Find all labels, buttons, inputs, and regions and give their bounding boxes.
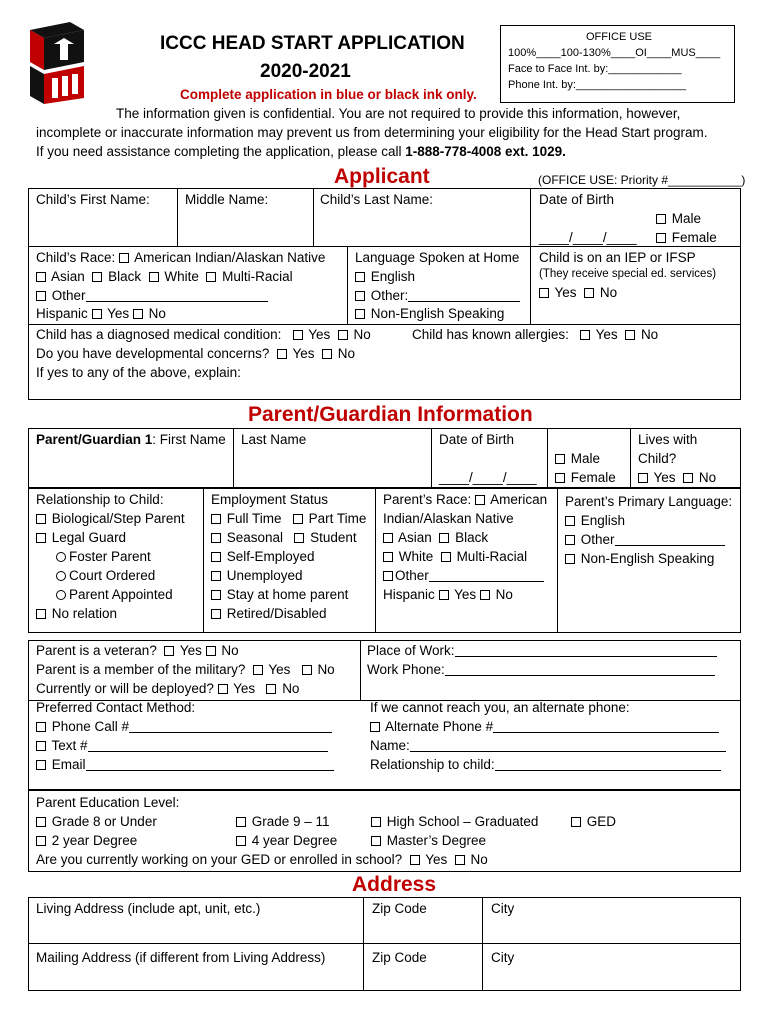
emp-self[interactable] (211, 550, 315, 564)
court-label: Court Ordered (69, 568, 156, 583)
grade9-label: Grade 9 – 11 (251, 814, 330, 829)
checkbox-icon[interactable] (164, 646, 174, 656)
checkbox-icon[interactable] (206, 272, 216, 282)
checkbox-icon[interactable] (355, 291, 365, 301)
male-label: Male (671, 211, 702, 226)
no-label: No (282, 681, 300, 696)
self-employed-label: Self-Employed (226, 549, 315, 564)
office-use-line2: Face to Face Int. by:____________ (508, 63, 682, 75)
parent-race-row-3 (383, 531, 488, 545)
parent-race-row-1 (383, 493, 547, 507)
female-label: Female (570, 470, 616, 485)
checkbox-icon[interactable] (371, 817, 381, 827)
checkbox-icon[interactable] (480, 590, 490, 600)
checkbox-icon[interactable] (584, 288, 594, 298)
yes-label: Yes (425, 852, 448, 867)
phone-call-label: Phone Call # (51, 719, 130, 734)
edu-ged[interactable] (571, 815, 616, 829)
child-race-row-2 (36, 270, 293, 284)
no-label: No (470, 852, 488, 867)
living-city-field[interactable]: City (491, 901, 515, 916)
checkbox-icon[interactable] (149, 272, 159, 282)
unemployed-label: Unemployed (226, 568, 303, 583)
hs-label: High School – Graduated (386, 814, 539, 829)
asian-label: Asian (51, 269, 85, 284)
email-label: Email (51, 757, 86, 772)
intro-line-1: The information given is confidential. You are not required to provide this information, however, (116, 106, 681, 121)
checkbox-icon[interactable] (355, 309, 365, 319)
yes-label: Yes (292, 346, 315, 361)
checkbox-icon[interactable] (92, 309, 102, 319)
full-time-label: Full Time (226, 511, 282, 526)
part-time-label: Part Time (308, 511, 367, 526)
alt-phone-label: Alternate Phone # (385, 719, 494, 734)
checkbox-icon[interactable] (565, 535, 575, 545)
grade8-label: Grade 8 or Under (51, 814, 157, 829)
no-label: No (353, 327, 371, 342)
block-logo-icon (26, 16, 92, 106)
checkbox-icon[interactable] (383, 552, 393, 562)
lang-other-label: Other: (370, 288, 409, 303)
edu-hs[interactable] (371, 815, 538, 829)
checkbox-icon[interactable] (266, 684, 276, 694)
yes-label: Yes (653, 470, 676, 485)
checkbox-icon[interactable] (439, 533, 449, 543)
child-dob-field[interactable]: ____/____/____ (539, 230, 637, 245)
checkbox-icon[interactable] (355, 272, 365, 282)
alt-name-label: Name: (370, 738, 410, 753)
black-label: Black (108, 269, 142, 284)
non-english-label: Non-English Speaking (370, 306, 505, 321)
legal-label: Legal Guard (51, 530, 127, 545)
checkbox-icon[interactable] (565, 554, 575, 564)
contact-text[interactable] (36, 739, 328, 753)
no-label: No (221, 643, 239, 658)
office-use-line1: 100%____100-130%____OI____MUS____ (508, 47, 721, 59)
emp-row-1 (211, 512, 366, 526)
primary-lang-other[interactable] (565, 533, 725, 547)
checkbox-icon[interactable] (383, 533, 393, 543)
edu-4year[interactable] (236, 834, 337, 848)
checkbox-icon[interactable] (119, 253, 129, 263)
checkbox-icon[interactable] (370, 722, 380, 732)
no-label: No (599, 285, 618, 300)
lives-with-label: Lives with (638, 432, 698, 447)
ged-question-row (36, 853, 488, 867)
alt-phone-field[interactable] (370, 720, 719, 734)
retired-label: Retired/Disabled (226, 606, 327, 621)
no-label: No (148, 306, 166, 321)
no-label: No (495, 587, 513, 602)
pg1-dob-field[interactable]: ____/____/____ (439, 470, 537, 485)
deployed-label: Currently or will be deployed? (36, 681, 214, 696)
foster-label: Foster Parent (69, 549, 151, 564)
checkbox-icon[interactable] (36, 722, 46, 732)
form-title: ICCC HEAD START APPLICATION (160, 33, 465, 54)
child-last-name-field[interactable]: Child’s Last Name: (320, 192, 434, 207)
primary-lang-non-english[interactable] (565, 552, 714, 566)
checkbox-icon[interactable] (371, 836, 381, 846)
checkbox-icon[interactable] (36, 609, 46, 619)
emp-retired[interactable] (211, 607, 327, 621)
pg1-dob-label: Date of Birth (439, 432, 515, 447)
checkbox-icon[interactable] (36, 836, 46, 846)
edu-masters[interactable] (371, 834, 486, 848)
checkbox-icon[interactable] (539, 288, 549, 298)
alt-name-field[interactable] (370, 739, 726, 753)
checkbox-icon[interactable] (683, 473, 693, 483)
yes-label: Yes (107, 306, 130, 321)
work-phone-field[interactable] (367, 663, 715, 677)
medical-label: Child has a diagnosed medical condition: (36, 327, 282, 342)
checkbox-icon[interactable] (302, 665, 312, 675)
intro-line-3 (36, 145, 566, 159)
checkbox-icon[interactable] (211, 571, 221, 581)
alt-relationship-field[interactable] (370, 758, 721, 772)
checkbox-icon[interactable] (475, 495, 485, 505)
parent-heading: Parent/Guardian Information (248, 403, 533, 426)
checkbox-icon[interactable] (218, 684, 228, 694)
veteran-row (36, 644, 239, 658)
alt-relationship-label: Relationship to child: (370, 757, 495, 772)
checkbox-icon[interactable] (211, 609, 221, 619)
checkbox-icon[interactable] (580, 330, 590, 340)
emp-stay-home[interactable] (211, 588, 348, 602)
checkbox-icon[interactable] (211, 514, 221, 524)
seasonal-label: Seasonal (226, 530, 284, 545)
rel-foster-option[interactable] (56, 550, 151, 564)
non-english-label: Non-English Speaking (580, 551, 715, 566)
mailing-address-field[interactable]: Mailing Address (if different from Living Address) (36, 950, 326, 965)
child-race-label: Child’s Race: (36, 250, 116, 265)
form-year: 2020-2021 (260, 61, 351, 82)
iep-options (539, 286, 617, 300)
pg1-label: Parent/Guardian 1 (36, 432, 153, 447)
child-male-option[interactable] (656, 212, 701, 226)
address-heading: Address (352, 873, 437, 896)
language-label: Language Spoken at Home (355, 250, 520, 265)
masters-label: Master’s Degree (386, 833, 487, 848)
explain-field[interactable]: If yes to any of the above, explain: (36, 365, 241, 380)
pg1-first-name-label: : First Name (152, 432, 226, 447)
ged-question-label: Are you currently working on your GED or enrolled in school? (36, 852, 403, 867)
contact-email[interactable] (36, 758, 334, 772)
race-ai-label: American Indian/Alaskan Native (134, 250, 326, 265)
rel-court-option[interactable] (56, 569, 155, 583)
no-label: No (640, 327, 659, 342)
checkbox-icon[interactable] (383, 571, 393, 581)
lives-with-options (638, 471, 716, 485)
logo (26, 16, 92, 106)
checkbox-icon[interactable] (293, 514, 303, 524)
pg1-male-option[interactable] (555, 452, 600, 466)
checkbox-icon[interactable] (36, 533, 46, 543)
checkbox-icon[interactable] (253, 665, 263, 675)
checkbox-icon[interactable] (236, 817, 246, 827)
employment-label: Employment Status (211, 492, 329, 507)
black-label: Black (455, 530, 489, 545)
living-zip-field[interactable]: Zip Code (372, 901, 427, 916)
checkbox-icon[interactable] (338, 330, 348, 340)
child-race-other[interactable] (36, 289, 268, 303)
work-phone-label: Work Phone: (367, 662, 445, 677)
checkbox-icon[interactable] (36, 272, 46, 282)
yes-label: Yes (179, 643, 202, 658)
multi-label: Multi-Racial (222, 269, 293, 284)
help-phone: 1-888-778-4008 ext. 1029. (405, 144, 566, 159)
pg1-first-name-field[interactable] (36, 433, 226, 447)
appointed-label: Parent Appointed (69, 587, 173, 602)
place-of-work-field[interactable] (367, 644, 717, 658)
checkbox-icon[interactable] (322, 349, 332, 359)
primary-lang-english[interactable] (565, 514, 625, 528)
checkbox-icon[interactable] (211, 590, 221, 600)
yes-label: Yes (595, 327, 618, 342)
other-label: Other (395, 568, 429, 583)
checkbox-icon[interactable] (625, 330, 635, 340)
checkbox-icon[interactable] (92, 272, 102, 282)
office-use-line3: Phone Int. by:__________________ (508, 79, 686, 91)
checkbox-icon[interactable] (211, 552, 221, 562)
checkbox-icon[interactable] (293, 330, 303, 340)
language-other[interactable] (355, 289, 520, 303)
edu-grade8[interactable] (36, 815, 157, 829)
military-label: Parent is a member of the military? (36, 662, 246, 677)
edu-grade9[interactable] (236, 815, 330, 829)
checkbox-icon[interactable] (565, 516, 575, 526)
lang-other-label: Other (580, 532, 615, 547)
checkbox-icon[interactable] (277, 349, 287, 359)
child-middle-name-field[interactable]: Middle Name: (185, 192, 269, 207)
emp-row-2 (211, 531, 357, 545)
radio-icon[interactable] (56, 590, 66, 600)
mailing-city-field[interactable]: City (491, 950, 515, 965)
child-race-row (36, 251, 325, 265)
yes-label: Yes (454, 587, 477, 602)
parent-race-label: Parent’s Race: (383, 492, 472, 507)
rel-bio-option[interactable] (36, 512, 185, 526)
iep-label: Child is on an IEP or IFSP (539, 250, 696, 265)
yes-label: Yes (554, 285, 577, 300)
parent-race-other[interactable] (383, 569, 544, 583)
deployed-row (36, 682, 299, 696)
yes-label: Yes (268, 662, 291, 677)
iep-note: (They receive special ed. services) (539, 268, 717, 280)
intro-line-2: incomplete or inaccurate information may prevent us from determining your eligibility for the Head Start program. (36, 125, 708, 140)
race-american-label: American (490, 492, 548, 507)
ged-label: GED (586, 814, 617, 829)
four-year-label: 4 year Degree (251, 833, 338, 848)
student-label: Student (310, 530, 357, 545)
bio-label: Biological/Step Parent (51, 511, 185, 526)
checkbox-icon[interactable] (206, 646, 216, 656)
contact-method-label: Preferred Contact Method: (36, 700, 196, 715)
parent-hispanic-row (383, 588, 513, 602)
checkbox-icon[interactable] (294, 533, 304, 543)
checkbox-icon[interactable] (236, 836, 246, 846)
veteran-label: Parent is a veteran? (36, 643, 157, 658)
child-question-label: Child? (638, 451, 677, 466)
intro-line-3-text: If you need assistance completing the application, please call (36, 144, 406, 159)
male-label: Male (570, 451, 601, 466)
white-label: White (164, 269, 199, 284)
office-use-title: OFFICE USE (586, 31, 653, 43)
checkbox-icon[interactable] (410, 855, 420, 865)
developmental-label: Do you have developmental concerns? (36, 346, 270, 361)
applicant-heading: Applicant (334, 165, 430, 188)
checkbox-icon[interactable] (555, 473, 565, 483)
checkbox-icon[interactable] (638, 473, 648, 483)
military-row (36, 663, 335, 677)
asian-label: Asian (398, 530, 432, 545)
ink-instruction: Complete application in blue or black ink only. (180, 87, 477, 102)
child-hispanic-row (36, 307, 166, 321)
pg1-female-option[interactable] (555, 471, 616, 485)
allergies-row (412, 328, 658, 342)
english-label: English (580, 513, 626, 528)
hispanic-label: Hispanic (383, 587, 435, 602)
mailing-zip-field[interactable]: Zip Code (372, 950, 427, 965)
checkbox-icon[interactable] (439, 590, 449, 600)
language-english[interactable] (355, 270, 415, 284)
checkbox-icon[interactable] (441, 552, 451, 562)
yes-label: Yes (233, 681, 256, 696)
allergies-label: Child has known allergies: (412, 327, 569, 342)
checkbox-icon[interactable] (555, 454, 565, 464)
two-year-label: 2 year Degree (51, 833, 138, 848)
checkbox-icon[interactable] (211, 533, 221, 543)
contact-phone-call[interactable] (36, 720, 332, 734)
checkbox-icon[interactable] (36, 291, 46, 301)
female-label: Female (671, 230, 717, 245)
no-relation-label: No relation (51, 606, 118, 621)
edu-2year[interactable] (36, 834, 137, 848)
no-label: No (337, 346, 356, 361)
priority-office-use: (OFFICE USE: Priority #___________) (538, 173, 746, 187)
living-address-field[interactable]: Living Address (include apt, unit, etc.) (36, 901, 261, 916)
checkbox-icon[interactable] (571, 817, 581, 827)
checkbox-icon[interactable] (36, 741, 46, 751)
medical-row (36, 328, 371, 342)
place-work-label: Place of Work: (367, 643, 455, 658)
alt-contact-intro: If we cannot reach you, an alternate phone: (370, 700, 630, 715)
hispanic-label: Hispanic (36, 306, 88, 321)
checkbox-icon[interactable] (36, 760, 46, 770)
developmental-row (36, 347, 355, 361)
child-female-option[interactable] (656, 231, 717, 245)
stay-home-label: Stay at home parent (226, 587, 349, 602)
checkbox-icon[interactable] (455, 855, 465, 865)
parent-race-row-4 (383, 550, 527, 564)
radio-icon[interactable] (56, 552, 66, 562)
pg1-last-name-field[interactable]: Last Name (241, 432, 307, 447)
text-label: Text # (51, 738, 88, 753)
checkbox-icon[interactable] (36, 514, 46, 524)
rel-appointed-option[interactable] (56, 588, 173, 602)
education-label: Parent Education Level: (36, 795, 180, 810)
child-first-name-field[interactable]: Child’s First Name: (36, 192, 150, 207)
checkbox-icon[interactable] (36, 817, 46, 827)
rel-legal-option[interactable] (36, 531, 126, 545)
checkbox-icon[interactable] (656, 233, 666, 243)
white-label: White (398, 549, 434, 564)
checkbox-icon[interactable] (656, 214, 666, 224)
language-non-english[interactable] (355, 307, 504, 321)
other-label: Other (51, 288, 86, 303)
yes-label: Yes (308, 327, 331, 342)
child-dob-label: Date of Birth (539, 192, 615, 207)
parent-race-row-2: Indian/Alaskan Native (383, 511, 514, 526)
no-label: No (317, 662, 335, 677)
relationship-label: Relationship to Child: (36, 492, 164, 507)
radio-icon[interactable] (56, 571, 66, 581)
primary-language-label: Parent’s Primary Language: (565, 494, 733, 509)
rel-none-option[interactable] (36, 607, 117, 621)
no-label: No (698, 470, 717, 485)
english-label: English (370, 269, 416, 284)
emp-unemployed[interactable] (211, 569, 303, 583)
multi-label: Multi-Racial (456, 549, 528, 564)
checkbox-icon[interactable] (133, 309, 143, 319)
